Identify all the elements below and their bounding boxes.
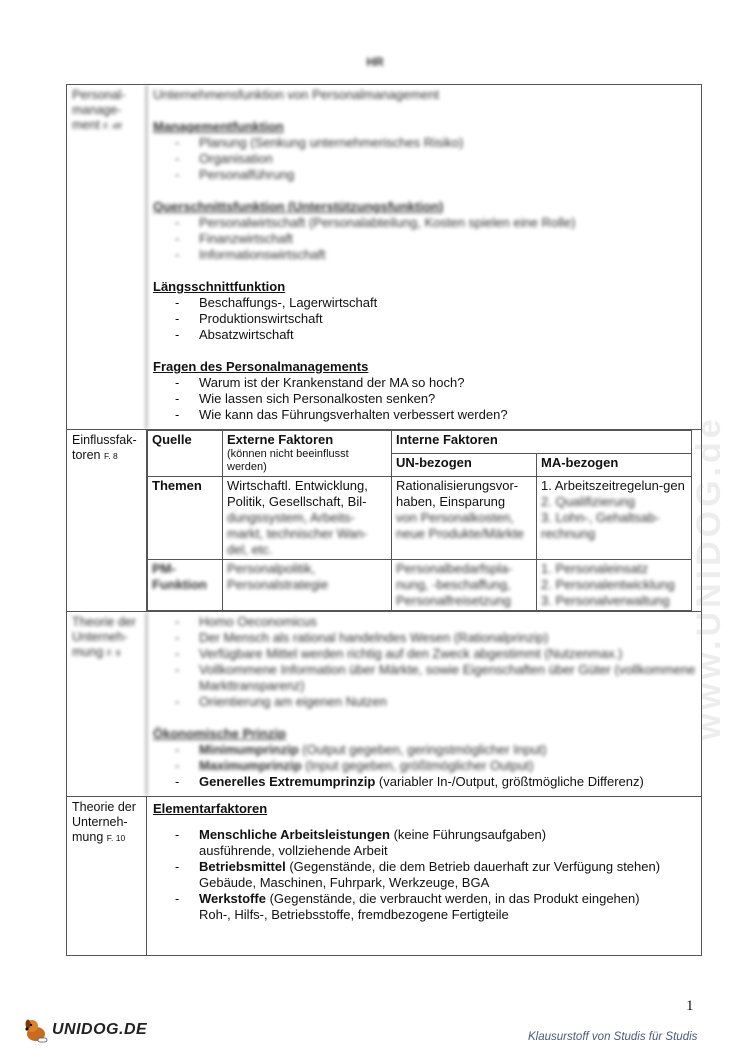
unidog-logo [22, 1016, 147, 1044]
logo-text: UNIDOG.DE [52, 1021, 148, 1038]
list-item: - Menschliche Arbeitsleistungen (keine Führungsaufgaben) ausführende, vollziehende Arbeit [153, 827, 701, 859]
list-item: - Verfügbare Mittel werden richtig auf den Zweck abgestimmt (Nutzenmax.) [153, 646, 701, 662]
quer-heading: Querschnittsfunktion (Unterstützungsfunktion) [153, 199, 444, 214]
list-item: - Homo Oeconomicus [153, 614, 701, 630]
list-item: - Der Mensch als rational handelndes Wesen (Rationalprinzip) [153, 630, 701, 646]
row-personalmanagement [67, 85, 701, 430]
row-content [147, 612, 701, 796]
prinzip-heading: Ökonomische Prinzip [153, 726, 286, 741]
pm-extern: Personalpolitik, Personalstrategie [223, 560, 392, 611]
list-item: - Produktionswirtschaft [153, 311, 701, 327]
row-theorie-1 [67, 612, 701, 797]
quer-list [153, 215, 701, 263]
page-title: HR [366, 55, 384, 69]
list-item: - Betriebsmittel (Gegenstände, die dem Betrieb dauerhaft zur Verfügung stehen) Gebäude, Maschinen, Fuhrpark, Werkzeuge, BGA [153, 859, 701, 891]
list-item: - Absatzwirtschaft [153, 327, 701, 343]
factors-table [147, 430, 692, 611]
dog-icon [22, 1016, 50, 1044]
row-content [147, 430, 701, 611]
pm-row [148, 560, 692, 611]
intro-text: Unternehmensfunktion von Personalmanagement [153, 87, 440, 102]
list-item: - Finanzwirtschaft [153, 231, 701, 247]
blurred-block [153, 614, 701, 774]
list-item: - Wie kann das Führungsverhalten verbessert werden? [153, 407, 701, 423]
row-label: Personal-manage-ment F. 4ff [67, 85, 147, 429]
themen-label: Themen [148, 477, 223, 560]
list-item: - Warum ist der Krankenstand der MA so hoch? [153, 375, 701, 391]
list-item: - Werkstoffe (Gegenstände, die verbraucht werden, in das Produkt eingehen) Roh-, Hilfs-, Betriebsstoffe, fremdbezogene Fertigteile [153, 891, 701, 923]
list-item: - Personalführung [153, 167, 701, 183]
footer-tagline: Klausurstoff von Studis für Studis [528, 1031, 698, 1043]
row-content [147, 797, 701, 955]
laengs-list [153, 295, 701, 343]
pm-ma: 1. Personaleinsatz 2. Personalentwicklung 3. Personalverwaltung [537, 560, 692, 611]
list-item: - Informationswirtschaft [153, 247, 701, 263]
page-number: 1 [686, 998, 694, 1014]
elementar-heading: Elementarfaktoren [153, 801, 268, 816]
homo-list [153, 614, 701, 710]
watermark: www.UNIDOG.de [690, 415, 728, 740]
ma-header: MA-bezogen [537, 454, 692, 477]
row-label: Theorie der Unterneh-mung F. 9 [67, 612, 147, 796]
extern-header: Externe Faktoren (können nicht beeinflusst werden) [223, 431, 392, 477]
fragen-list [153, 375, 701, 423]
blurred-block [153, 87, 701, 263]
list-item: - Orientierung am eigenen Nutzen [153, 694, 701, 710]
themen-ma: 1. Arbeitszeitregelun-gen 2. Qualifizierung 3. Lohn-, Gehaltsab-rechnung [537, 477, 692, 560]
row-theorie-2 [67, 797, 701, 955]
row-label: Einflussfak-toren F. 8 [67, 430, 147, 611]
fragen-heading: Fragen des Personalmanagements [153, 359, 369, 374]
list-item: - Maximumprinzip (Input gegeben, größtmöglicher Output) [153, 758, 701, 774]
list-item: - Vollkommene Information über Märkte, sowie Eigenschaften über Güter (vollkommene Markttransparenz) [153, 662, 701, 694]
list-item: - Minimumprinzip (Output gegeben, geringstmöglicher Input) [153, 742, 701, 758]
quelle-header: Quelle [148, 431, 223, 477]
themen-un: Rationalisierungsvor-haben, Einsparung von Personalkosten, neue Produkte/Märkte [392, 477, 537, 560]
row-content [147, 85, 701, 429]
row-label: Theorie der Unterneh-mung F. 10 [67, 797, 147, 955]
management-list [153, 135, 701, 183]
themen-extern: Wirtschaftl. Entwicklung, Politik, Gesellschaft, Bil- dungssystem, Arbeits-markt, technischer Wan-del, etc. [223, 477, 392, 560]
pm-label: PM-Funktion [148, 560, 223, 611]
list-item: - Beschaffungs-, Lagerwirtschaft [153, 295, 701, 311]
list-item: - Planung (Senkung unternehmerisches Risiko) [153, 135, 701, 151]
list-item: - Wie lassen sich Personalkosten senken? [153, 391, 701, 407]
laengs-heading: Längsschnittfunktion [153, 279, 286, 294]
intern-header: Interne Faktoren [392, 431, 692, 454]
list-item: - Personalwirtschaft (Personalabteilung, Kosten spielen eine Rolle) [153, 215, 701, 231]
un-header: UN-bezogen [392, 454, 537, 477]
notes-table [66, 84, 702, 956]
row-einflussfaktoren [67, 430, 701, 612]
list-item: - Generelles Extremumprinzip (variabler In-/Output, größtmögliche Differenz) [153, 774, 701, 790]
elementar-list [153, 827, 701, 923]
list-item: - Organisation [153, 151, 701, 167]
pm-un: Personalbedarfspla-nung, -beschaffung, Personalfreisetzung [392, 560, 537, 611]
management-heading: Managementfunktion [153, 119, 284, 134]
